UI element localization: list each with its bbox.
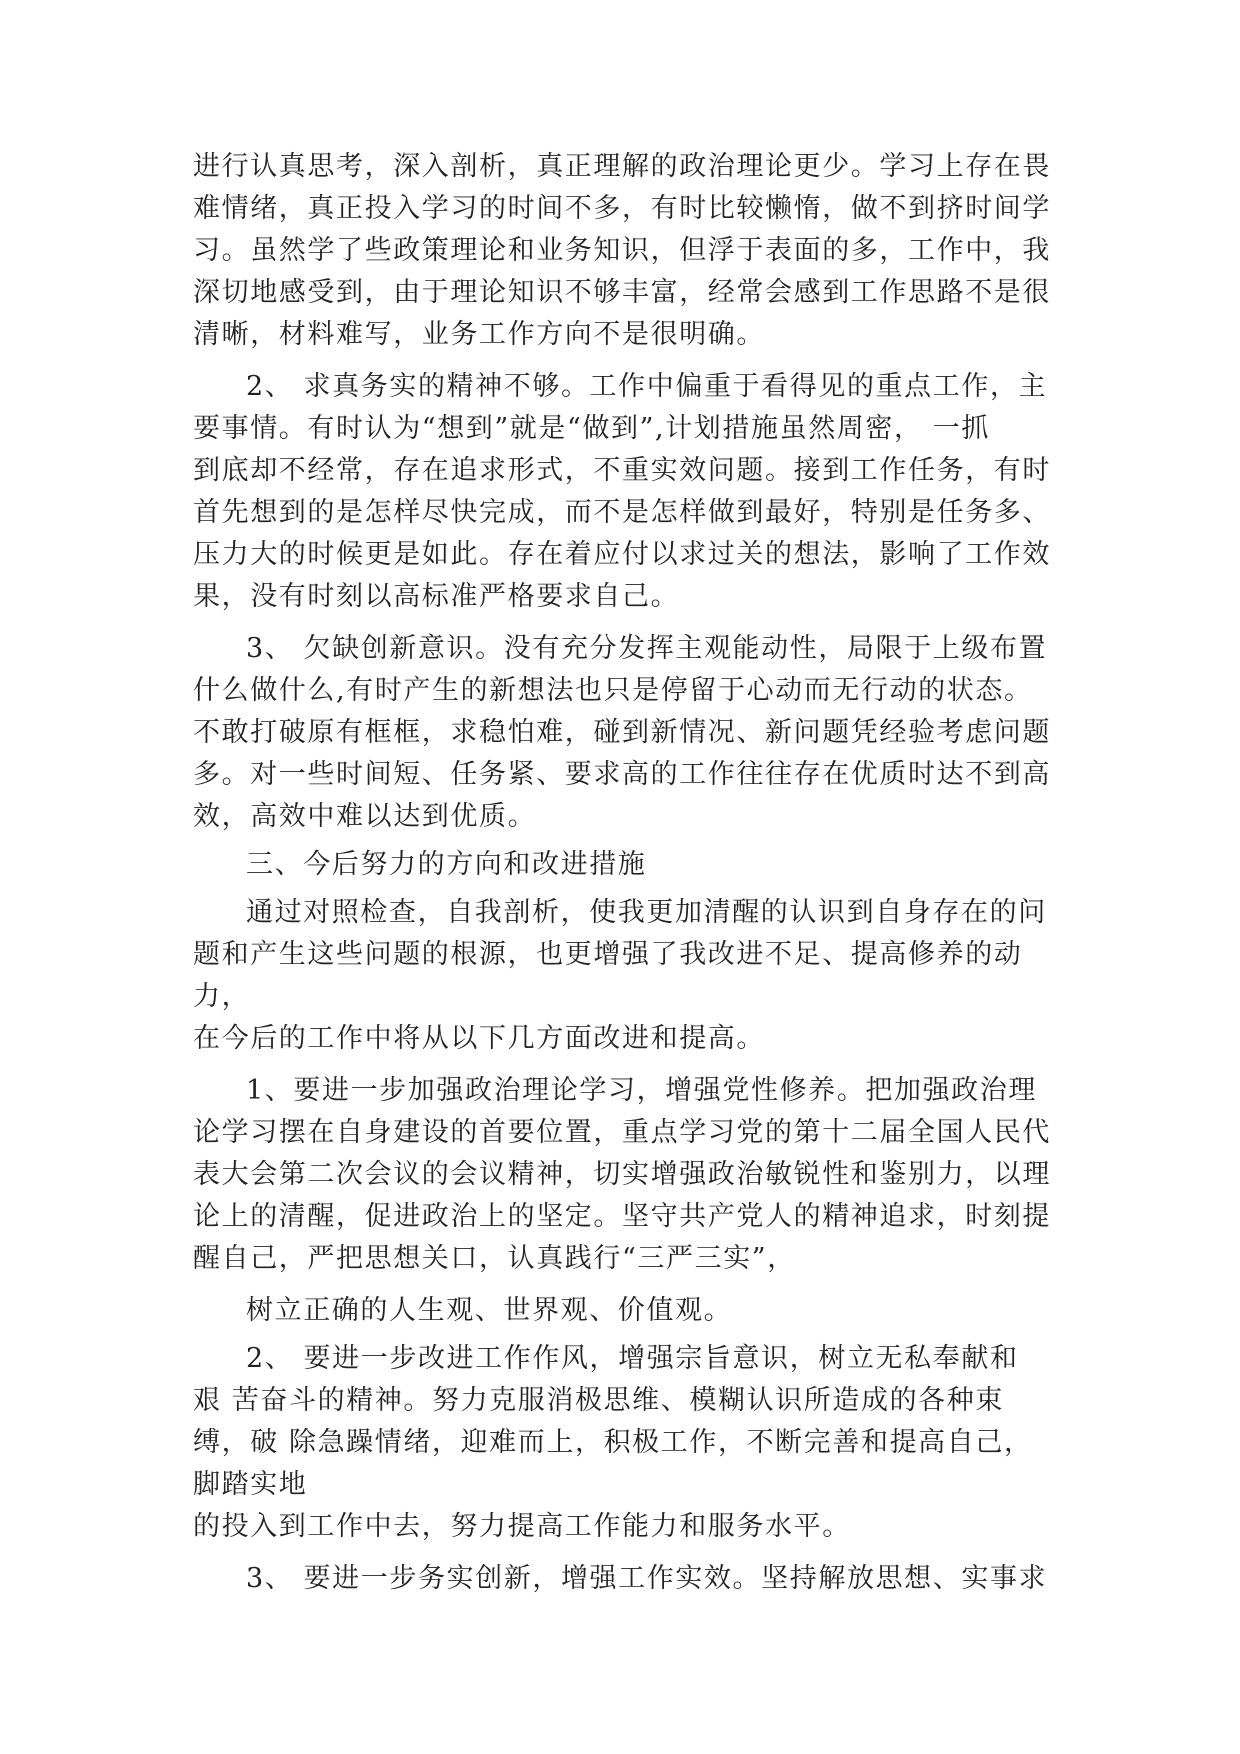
text-line: 习。虽然学了些政策理论和业务知识，但浮于表面的多，工作中，我 <box>193 235 1051 266</box>
text-line: 要事情。有时认为“想到”就是“做到”,计划措施虽然周密， 一抓 <box>193 413 990 444</box>
text-line: 缚，破 除急躁情绪，迎难而上，积极工作，不断完善和提高自己， <box>193 1427 1033 1458</box>
text-line: 多。对一些时间短、任务紧、要求高的工作往往存在优质时达不到高 <box>193 759 1051 790</box>
text-line: 的投入到工作中去，努力提高工作能力和服务水平。 <box>193 1511 851 1542</box>
paragraph-first-line: 3、 欠缺创新意识。没有充分发挥主观能动性，局限于上级布置 <box>246 633 1048 664</box>
paragraph-first-line: 树立正确的人生观、世界观、价值观。 <box>246 1295 733 1326</box>
text-line: 论学习摆在自身建设的首要位置，重点学习党的第十二届全国人民代 <box>193 1117 1051 1148</box>
text-line: 题和产生这些问题的根源，也更增强了我改进不足、提高修养的动 <box>193 939 1023 970</box>
text-line: 醒自己，严把思想关口，认真践行“三严三实”， <box>193 1243 796 1274</box>
text-line: 深切地感受到，由于理论知识不够丰富，经常会感到工作思路不是很 <box>193 277 1051 308</box>
text-line: 表大会第二次会议的会议精神，切实增强政治敏锐性和鉴别力，以理 <box>193 1159 1051 1190</box>
text-line: 什么做什么,有时产生的新想法也只是停留于心动而无行动的状态。 <box>193 675 1033 706</box>
text-line: 在今后的工作中将从以下几方面改进和提高。 <box>193 1023 765 1054</box>
text-line: 效，高效中难以达到优质。 <box>193 801 537 832</box>
document-body <box>193 146 1073 1600</box>
paragraph-first-line: 1、要进一步加强政治理论学习，增强党性修养。把加强政治理 <box>246 1075 1037 1106</box>
text-line: 果，没有时刻以高标准严格要求自己。 <box>193 581 680 612</box>
text-line: 难情绪，真正投入学习的时间不多，有时比较懒惰，做不到挤时间学 <box>193 193 1051 224</box>
text-line: 力， <box>193 981 251 1012</box>
text-line: 清晰，材料难写，业务工作方向不是很明确。 <box>193 319 765 350</box>
text-line: 到底却不经常，存在追求形式，不重实效问题。接到工作任务，有时 <box>193 455 1051 486</box>
text-line: 进行认真思考，深入剖析，真正理解的政治理论更少。学习上存在畏 <box>193 151 1051 182</box>
text-line: 不敢打破原有框框，求稳怕难，碰到新情况、新问题凭经验考虑问题 <box>193 717 1051 748</box>
text-line: 脚踏实地 <box>193 1469 308 1500</box>
paragraph-first-line: 3、 要进一步务实创新，增强工作实效。坚持解放思想、实事求 <box>246 1563 1048 1594</box>
section-heading: 三、今后努力的方向和改进措施 <box>246 849 647 880</box>
paragraph-first-line: 2、 求真务实的精神不够。工作中偏重于看得见的重点工作，主 <box>246 371 1048 402</box>
text-line: 压力大的时候更是如此。存在着应付以求过关的想法，影响了工作效 <box>193 539 1051 570</box>
text-line: 论上的清醒，促进政治上的坚定。坚守共产党人的精神追求，时刻提 <box>193 1201 1051 1232</box>
paragraph-first-line: 通过对照检查，自我剖析，使我更加清醒的认识到自身存在的问 <box>246 897 1047 928</box>
text-line: 艰 苦奋斗的精神。努力克服消极思维、模糊认识所造成的各种束 <box>193 1385 1004 1416</box>
paragraph-first-line: 2、 要进一步改进工作作风，增强宗旨意识，树立无私奉献和 <box>246 1343 1019 1374</box>
text-line: 首先想到的是怎样尽快完成，而不是怎样做到最好，特别是任务多、 <box>193 497 1051 528</box>
